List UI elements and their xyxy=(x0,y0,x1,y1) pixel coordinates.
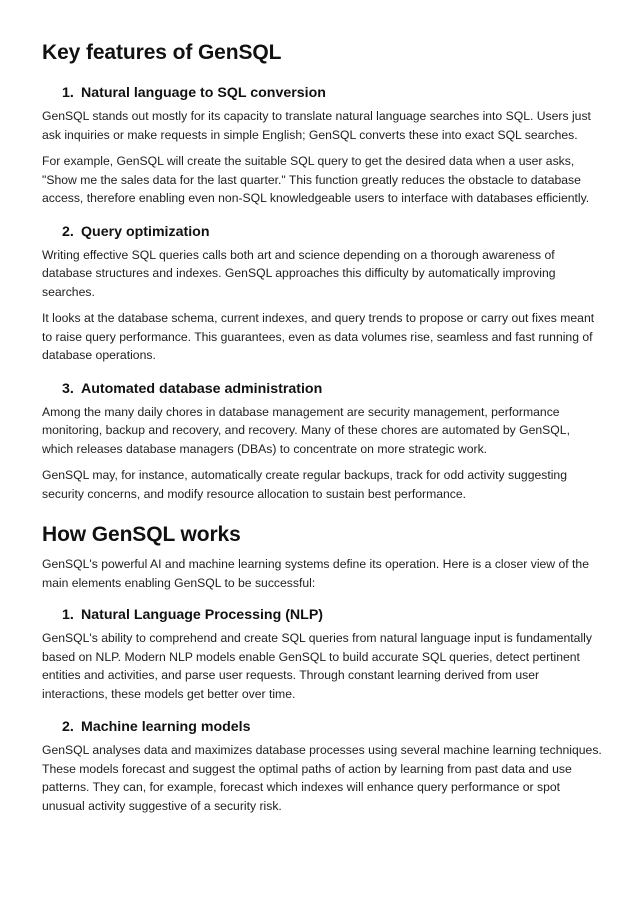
subheading-query-optimization xyxy=(42,222,602,242)
document-page xyxy=(42,38,602,815)
paragraph: GenSQL may, for instance, automatically create regular backups, track for odd activity suggesting security concerns, and modify resource allocation to sustain best performance. xyxy=(42,468,567,501)
section-heading-key-features: Key features of GenSQL xyxy=(42,41,282,64)
paragraph: Among the many daily chores in database management are security management, performance monitoring, backup and recovery, and recovery. Many of these chores are automated by GenSQL, which releases database managers (DBAs) to concentrate on more strategic work. xyxy=(42,404,570,456)
subheading-text: Machine learning models xyxy=(81,719,251,735)
section-intro-paragraph: GenSQL's powerful AI and machine learning systems define its operation. Here is a closer view of the main elements enabling GenSQL to be successful: xyxy=(42,557,589,590)
subheading-text: Automated database administration xyxy=(81,380,323,397)
subheading-machine-learning-models xyxy=(42,717,602,737)
subheading-nlp xyxy=(42,605,602,625)
paragraph: Writing effective SQL queries calls both art and science depending on a thorough awareness of database structures and indexes. GenSQL approaches this difficulty by automatically improving searches. xyxy=(42,247,556,299)
paragraph: GenSQL's ability to comprehend and create SQL queries from natural language input is fundamentally based on NLP. Modern NLP models enable GenSQL to build accurate SQL queries, detect pertinent entities and activities, and parse user requests. Through constant learning derived from user interactions, these models get better over time. xyxy=(42,631,592,701)
subheading-text: Natural language to SQL conversion xyxy=(81,85,326,101)
subheading-natural-language-to-sql xyxy=(42,83,602,103)
section-heading-how-gensql-works: How GenSQL works xyxy=(42,523,241,546)
list-number: 1. xyxy=(62,607,74,623)
list-number: 2. xyxy=(62,719,74,735)
subheading-text: Natural Language Processing (NLP) xyxy=(81,607,324,623)
paragraph: GenSQL stands out mostly for its capacity to translate natural language searches into SQL. Users just ask inquiries or make requests in simple English; GenSQL converts these into exact SQL searches. xyxy=(42,109,591,142)
subheading-automated-database-administration xyxy=(42,379,602,399)
list-number: 2. xyxy=(62,223,74,240)
list-number: 1. xyxy=(62,85,74,101)
list-number: 3. xyxy=(62,380,74,397)
paragraph: For example, GenSQL will create the suitable SQL query to get the desired data when a user asks, "Show me the sales data for the last quarter." This function greatly reduces the obstacle to database access, therefore enabling even non-SQL knowledgeable users to interface with databases efficiently. xyxy=(42,154,590,205)
subheading-text: Query optimization xyxy=(81,223,210,240)
paragraph: It looks at the database schema, current indexes, and query trends to propose or carry out fixes meant to raise query performance. This guarantees, even as data volumes rise, seamless and fast running of database operations. xyxy=(42,311,595,362)
paragraph: GenSQL analyses data and maximizes database processes using several machine learning techniques. These models forecast and suggest the optimal paths of action by learning from past data and use patterns. They can, for example, forecast which indexes will enhance query performance or spot unusual activity suggestive of a security risk. xyxy=(42,743,602,813)
